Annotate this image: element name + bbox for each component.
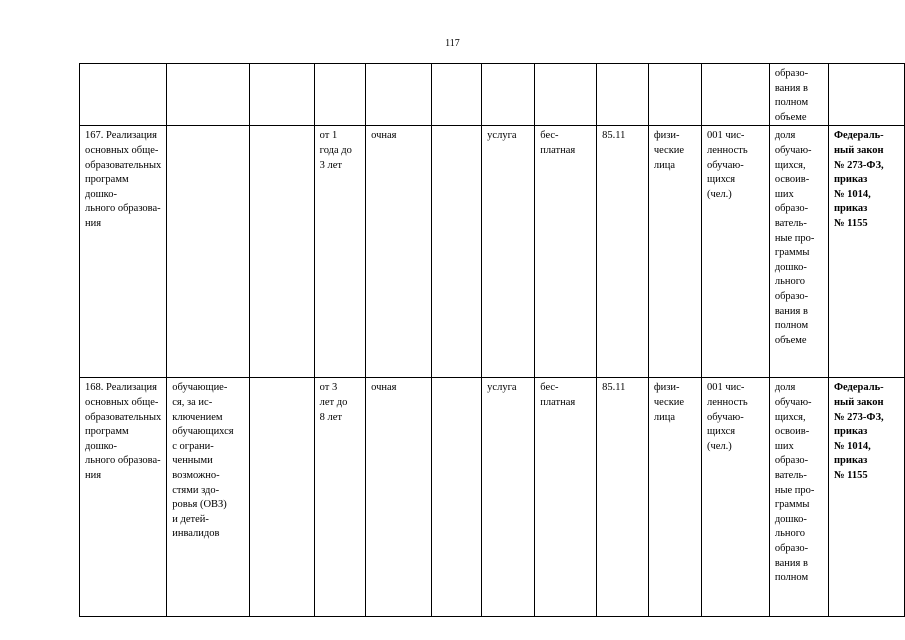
table-cell <box>701 64 769 126</box>
table-cell <box>167 64 249 126</box>
age-cell: от 3 лет до 8 лет <box>314 378 365 617</box>
type-cell: услуга <box>482 126 535 378</box>
table-cell <box>482 64 535 126</box>
service-name-cell: 168. Реализация основных обще- образовательных программ дошко- льного образова- ния <box>80 378 167 617</box>
table-cell <box>431 378 481 617</box>
table-cell <box>167 126 249 378</box>
law-cell <box>829 64 905 126</box>
table-cell <box>431 64 481 126</box>
table-cell <box>249 126 314 378</box>
age-cell: от 1 года до 3 лет <box>314 126 365 378</box>
table-row <box>80 64 905 126</box>
code-cell: 85.11 <box>597 126 649 378</box>
table-cell <box>80 64 167 126</box>
law-cell: Федераль- ный закон № 273-ФЗ, приказ № 1014, приказ № 1155 <box>829 126 905 378</box>
volume-indicator-cell: 001 чис- ленность обучаю- щихся (чел.) <box>701 126 769 378</box>
form-cell: очная <box>366 126 432 378</box>
table-cell <box>314 64 365 126</box>
indicator-cell: образо- вания в полном объеме <box>769 64 828 126</box>
service-name-cell: 167. Реализация основных обще- образовательных программ дошко- льного образова- ния <box>80 126 167 378</box>
consumer-cell: физи- ческие лица <box>648 378 701 617</box>
category-cell: обучающие- ся, за ис- ключением обучающихся с ограни- ченными возможно- стями здо- ровья (ОВЗ) и детей- инвалидов <box>167 378 249 617</box>
payment-cell: бес- платная <box>535 378 597 617</box>
page-number: 117 <box>445 38 460 49</box>
consumer-cell: физи- ческие лица <box>648 126 701 378</box>
table-cell <box>535 64 597 126</box>
table-cell <box>249 378 314 617</box>
table-row <box>80 126 905 378</box>
form-cell: очная <box>366 378 432 617</box>
quality-indicator-cell: доля обучаю- щихся, освоив- ших образо- ватель- ные про- граммы дошко- льного образо- вания в полном <box>769 378 828 617</box>
type-cell: услуга <box>482 378 535 617</box>
table-cell <box>366 64 432 126</box>
volume-indicator-cell: 001 чис- ленность обучаю- щихся (чел.) <box>701 378 769 617</box>
services-table <box>79 63 905 617</box>
table-cell <box>648 64 701 126</box>
payment-cell: бес- платная <box>535 126 597 378</box>
table-cell <box>431 126 481 378</box>
table-cell <box>597 64 649 126</box>
code-cell: 85.11 <box>597 378 649 617</box>
table-row <box>80 378 905 617</box>
table-cell <box>249 64 314 126</box>
quality-indicator-cell: доля обучаю- щихся, освоив- ших образо- ватель- ные про- граммы дошко- льного образо- вания в полном объеме <box>769 126 828 378</box>
law-cell: Федераль- ный закон № 273-ФЗ, приказ № 1014, приказ № 1155 <box>829 378 905 617</box>
